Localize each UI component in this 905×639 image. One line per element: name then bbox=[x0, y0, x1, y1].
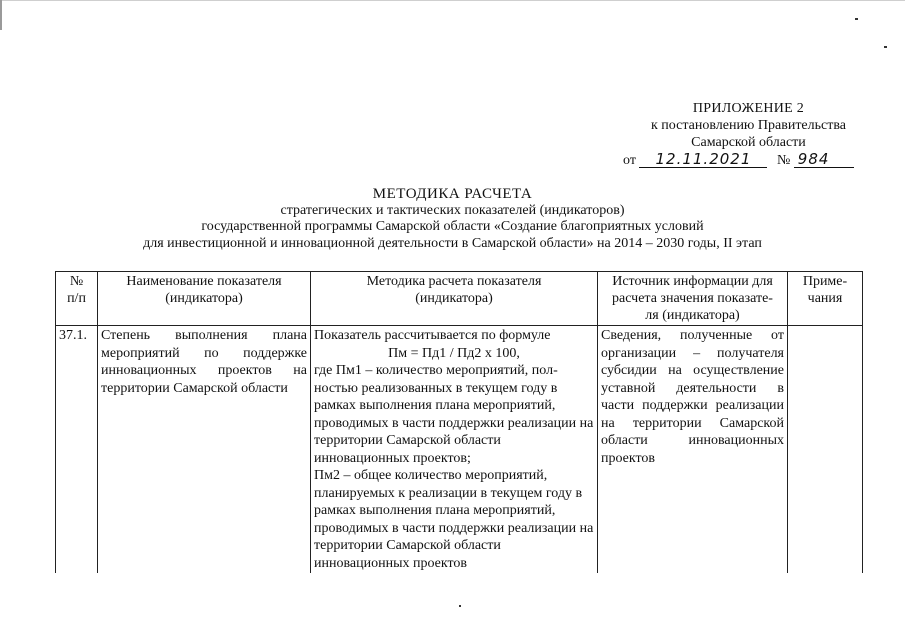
indicator-table bbox=[55, 271, 863, 573]
appendix-line-1: к постановлению Правительства bbox=[650, 118, 846, 133]
header-num-line-1: № bbox=[69, 274, 84, 289]
method-paragraph-1: где Пм1 – количество мероприятий, полностью реализованных в текущем году в рамках выполнения плана мероприятий, проводимых в части поддержки реализации на территории Самарской области инновационных проектов; bbox=[314, 363, 594, 466]
header-name-line-1: Наименование показателя bbox=[126, 274, 282, 289]
resolution-date-number bbox=[623, 151, 854, 169]
method-intro: Показатель рассчитывается по формуле bbox=[314, 328, 551, 343]
appendix-title: ПРИЛОЖЕНИЕ 2 bbox=[692, 101, 805, 116]
header-notes-line-2: чания bbox=[807, 291, 843, 306]
header-name-line-2: (индикатора) bbox=[165, 291, 243, 306]
scan-speck bbox=[884, 46, 887, 48]
row-notes bbox=[788, 326, 863, 574]
method-paragraph-2: Пм2 – общее количество мероприятий, планируемых к реализации в текущем году в рамках выполнения плана мероприятий, проводимых в части поддержки реализации на территории Самарской области инновационных проектов bbox=[314, 468, 594, 571]
scan-speck bbox=[855, 18, 858, 20]
method-formula: Пм = Пд1 / Пд2 x 100, bbox=[388, 345, 520, 361]
header-source bbox=[598, 272, 788, 326]
header-num bbox=[56, 272, 98, 326]
heading-sub-2: государственной программы Самарской области «Создание благоприятных условий bbox=[201, 219, 704, 234]
appendix-block bbox=[651, 100, 846, 151]
row-method bbox=[311, 326, 598, 574]
header-method-line-1: Методика расчета показателя bbox=[366, 274, 542, 289]
table-header-row bbox=[56, 272, 863, 326]
row-num: 37.1. bbox=[56, 326, 98, 574]
table-row bbox=[56, 326, 863, 574]
row-source: Сведения, полученные от организации – получателя субсидии на осуществление уставной деятельности в части поддержки реализации на территории Самарской области инновационных проектов bbox=[598, 326, 788, 574]
header-source-line-3: ля (индикатора) bbox=[645, 308, 740, 323]
header-source-line-1: Источник информации для bbox=[612, 274, 773, 289]
heading-sub-3: для инвестиционной и инновационной деятельности в Самарской области» на 2014 – 2030 годы, II этап bbox=[143, 235, 762, 251]
header-method-line-2: (индикатора) bbox=[415, 291, 493, 306]
header-method bbox=[311, 272, 598, 326]
scan-edge-top bbox=[0, 0, 905, 7]
header-source-line-2: расчета значения показате- bbox=[612, 291, 773, 306]
header-num-line-2: п/п bbox=[67, 291, 86, 306]
handwritten-number: 984 bbox=[794, 151, 854, 168]
appendix-line-2: Самарской области bbox=[691, 135, 806, 150]
heading-title: МЕТОДИКА РАСЧЕТА bbox=[372, 186, 533, 202]
header-notes-line-1: Приме- bbox=[802, 274, 848, 289]
header-name bbox=[98, 272, 311, 326]
document-heading bbox=[0, 186, 905, 252]
scan-edge-left bbox=[0, 0, 5, 30]
scan-speck bbox=[459, 605, 461, 607]
handwritten-date: 12.11.2021 bbox=[639, 151, 767, 168]
number-label: № bbox=[776, 153, 791, 168]
row-indicator-name: Степень выполнения плана мероприятий по поддержке инновационных проектов на территории Самарской области bbox=[98, 326, 311, 574]
header-notes bbox=[788, 272, 863, 326]
from-label: от bbox=[623, 153, 636, 168]
heading-sub-1: стратегических и тактических показателей (индикаторов) bbox=[280, 202, 625, 218]
